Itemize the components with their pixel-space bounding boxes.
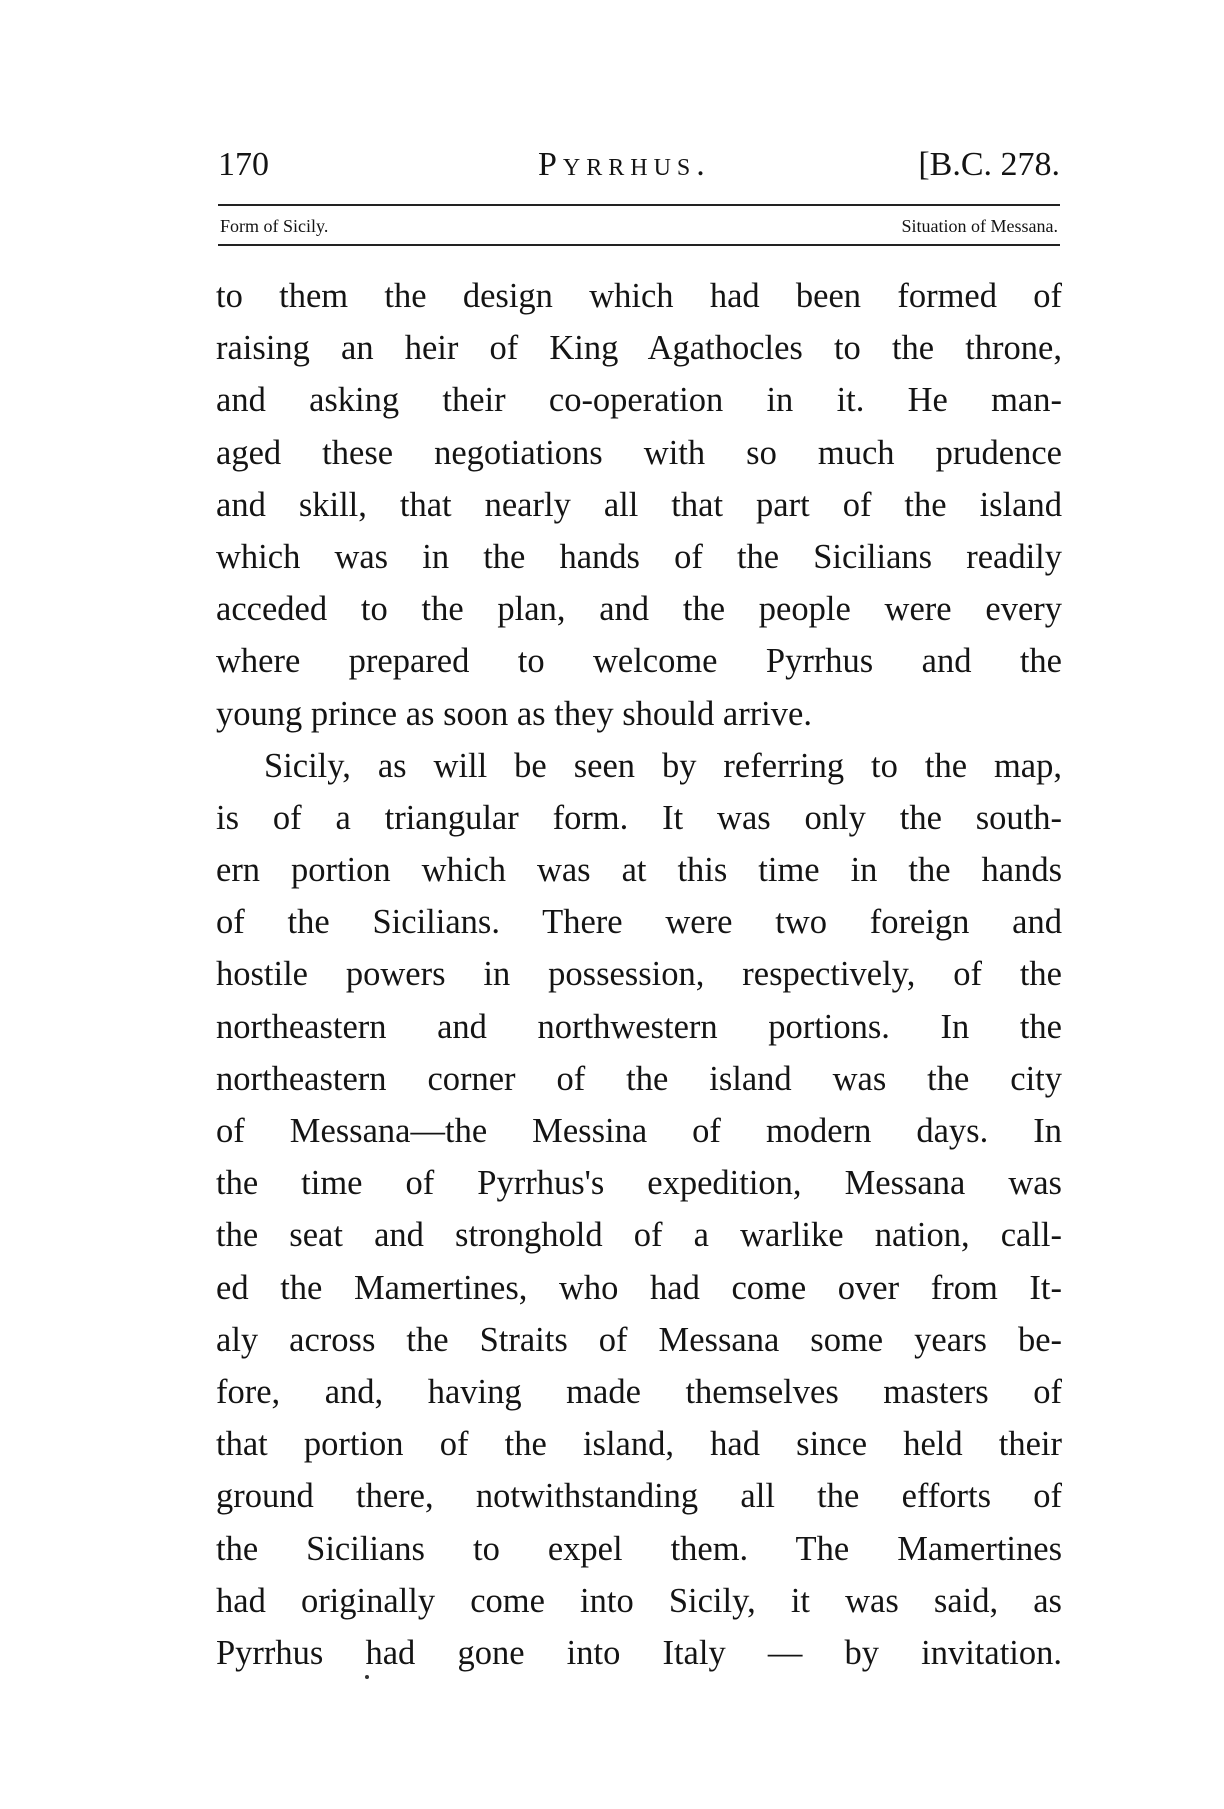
text-line: to them the design which had been formed of [216, 277, 1062, 315]
page-number: 170 [218, 146, 269, 183]
header-rule-top [218, 204, 1060, 206]
text-line: fore, and, having made themselves masters of [216, 1372, 1062, 1411]
text-line: the seat and stronghold of a warlike nation, call- [216, 1216, 1062, 1255]
text-line: acceded to the plan, and the people were every [216, 590, 1062, 629]
text-line: young prince as soon as they should arrive. [216, 694, 812, 733]
text-line: of Messana—the Messina of modern days. In [216, 1112, 1062, 1150]
book-title: Pyrrhus. [538, 146, 711, 183]
text-line: had originally come into Sicily, it was said, as [216, 1581, 1062, 1620]
text-line: the Sicilians to expel them. The Mamertines [216, 1529, 1062, 1568]
sidenote-situation-of-messana: Situation of Messana. [901, 216, 1058, 236]
text-line: the time of Pyrrhus's expedition, Messana was [216, 1164, 1062, 1203]
text-line: raising an heir of King Agathocles to the throne, [216, 329, 1062, 368]
text-line: hostile powers in possession, respectively, of the [216, 955, 1062, 994]
text-line: and skill, that nearly all that part of the island [216, 485, 1062, 524]
text-line: Pyrrhus had gone into Italy — by invitation. [216, 1633, 1062, 1672]
text-line: aly across the Straits of Messana some years be- [216, 1320, 1062, 1359]
text-line: ed the Mamertines, who had come over from It- [216, 1268, 1062, 1307]
text-line: northeastern corner of the island was the city [216, 1059, 1062, 1098]
date-heading: [B.C. 278. [918, 146, 1060, 183]
paragraph-start-line: Sicily, as will be seen by referring to the map, [264, 746, 1062, 785]
text-line: and asking their co-operation in it. He man- [216, 381, 1062, 420]
marginal-notes [220, 213, 1058, 239]
text-line: is of a triangular form. It was only the south- [216, 798, 1062, 837]
text-line: which was in the hands of the Sicilians readily [216, 537, 1062, 576]
text-line: ern portion which was at this time in the hands [216, 851, 1062, 890]
running-head [218, 140, 1060, 190]
text-line: of the Sicilians. There were two foreign and [216, 903, 1062, 942]
body-text [216, 270, 1062, 1679]
text-line: ground there, notwithstanding all the efforts of [216, 1477, 1062, 1516]
sidenote-form-of-sicily: Form of Sicily. [220, 216, 329, 236]
text-line: northeastern and northwestern portions. In the [216, 1007, 1062, 1046]
text-line: where prepared to welcome Pyrrhus and the [216, 642, 1062, 681]
text-line: that portion of the island, had since held their [216, 1425, 1062, 1464]
header-rule-bottom [218, 244, 1060, 246]
ink-speck [365, 1675, 369, 1679]
text-line: aged these negotiations with so much prudence [216, 433, 1062, 472]
